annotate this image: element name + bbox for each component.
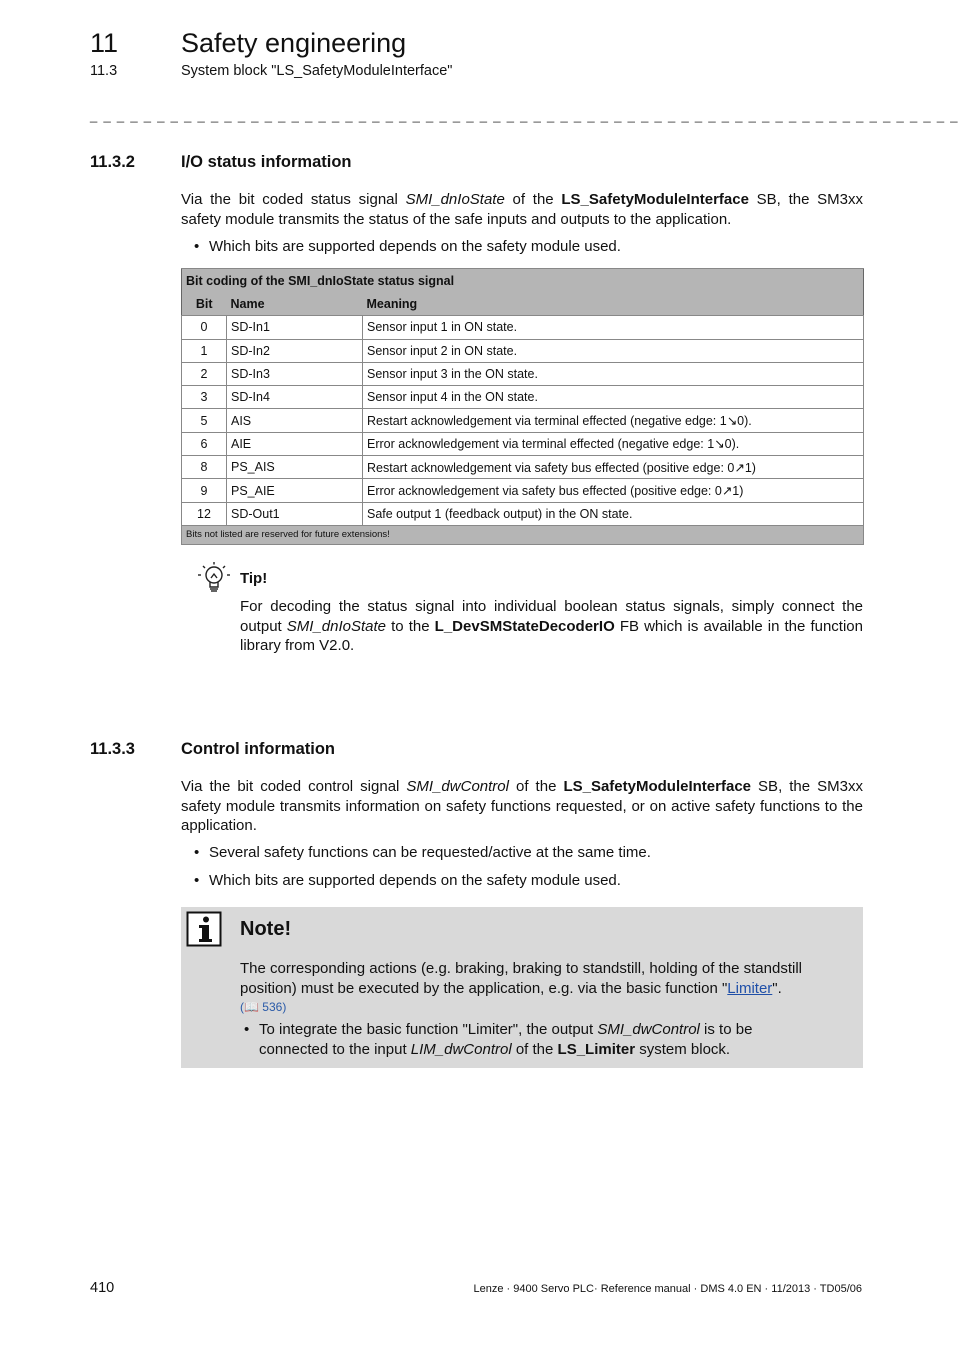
cell-meaning: Sensor input 3 in the ON state.	[363, 362, 864, 385]
cell-name: PS_AIS	[227, 456, 363, 479]
cell-name: AIE	[227, 432, 363, 455]
bullet-dot: •	[194, 844, 200, 861]
subsection-number: 11.3.2	[90, 153, 135, 171]
column-header-name: Name	[227, 293, 363, 316]
table-row	[182, 502, 864, 525]
bullet-dot: •	[244, 1021, 250, 1038]
subsection-number: 11.3.3	[90, 740, 135, 758]
table-row	[182, 456, 864, 479]
table-title: Bit coding of the SMI_dnIoState status signal	[182, 269, 864, 294]
column-header-meaning: Meaning	[363, 293, 864, 316]
page-number: 410	[90, 1280, 115, 1296]
subsection-title: Control information	[181, 740, 335, 758]
cell-meaning: Restart acknowledgement via safety bus effected (positive edge: 0↗1)	[363, 456, 864, 479]
cell-name: SD-Out1	[227, 502, 363, 525]
table-row	[182, 362, 864, 385]
cell-bit: 3	[182, 386, 227, 409]
cell-meaning: Error acknowledgement via terminal effected (negative edge: 1↘0).	[363, 432, 864, 455]
cell-bit: 6	[182, 432, 227, 455]
cell-name: SD-In2	[227, 339, 363, 362]
cell-bit: 5	[182, 409, 227, 432]
cell-name: SD-In4	[227, 386, 363, 409]
note-text: The corresponding actions (e.g. braking, braking to standstill, holding of the standstill position) must be executed by the application, e.g. via the basic function "Limiter".	[240, 960, 802, 997]
cell-name: SD-In1	[227, 316, 363, 339]
tip-text: For decoding the status signal into individual boolean status signals, simply connect the output SMI_dnIoState to the L_DevSMStateDecoderIO FB which is available in the function library from V2.0.	[240, 598, 863, 654]
bit-coding-table	[181, 268, 864, 545]
section-title: System block "LS_SafetyModuleInterface"	[181, 63, 453, 79]
table-row	[182, 409, 864, 432]
note-label: Note!	[240, 918, 292, 940]
cell-meaning: Error acknowledgement via safety bus effected (positive edge: 0↗1)	[363, 479, 864, 502]
cell-meaning: Sensor input 2 in ON state.	[363, 339, 864, 362]
cell-bit: 8	[182, 456, 227, 479]
section-number: 11.3	[90, 63, 118, 79]
table-row	[182, 432, 864, 455]
lightbulb-icon	[196, 560, 232, 596]
control-intro-paragraph: Via the bit coded control signal SMI_dwControl of the LS_SafetyModuleInterface SB, the SM3xx safety module transmits information on safety functions requested, or on active safety functions to the application.	[181, 778, 863, 834]
info-icon	[186, 911, 222, 947]
table-row	[182, 386, 864, 409]
book-icon: 📖	[244, 1000, 259, 1014]
footer-text: Lenze · 9400 Servo PLC· Reference manual · DMS 4.0 EN · 11/2013 · TD05/06	[473, 1283, 862, 1295]
cell-bit: 9	[182, 479, 227, 502]
cell-meaning: Sensor input 1 in ON state.	[363, 316, 864, 339]
column-header-bit: Bit	[182, 293, 227, 316]
cell-bit: 12	[182, 502, 227, 525]
cell-bit: 0	[182, 316, 227, 339]
status-intro-paragraph: Via the bit coded status signal SMI_dnIoState of the LS_SafetyModuleInterface SB, the SM3xx safety module transmits the status of the safe inputs and outputs to the application.	[181, 191, 863, 228]
subsection-title: I/O status information	[181, 153, 352, 171]
chapter-number: 11	[90, 28, 119, 58]
cell-name: AIS	[227, 409, 363, 432]
chapter-title: Safety engineering	[181, 28, 407, 58]
cell-bit: 1	[182, 339, 227, 362]
bullet-dot: •	[194, 238, 200, 255]
table-row	[182, 316, 864, 339]
page-reference[interactable]: (📖 536)	[240, 1000, 287, 1014]
tip-label: Tip!	[240, 570, 268, 587]
header-separator: _ _ _ _ _ _ _ _ _ _ _ _ _ _ _ _ _ _ _ _ _ _ _ _ _ _ _ _ _ _ _ _ _ _ _ _ _ _ _ _ _ _ _ _ _ _ _ _ _ _ _ _ _ _ _ _ _ _ _ _ _ _ _ _ _	[90, 108, 959, 123]
limiter-link[interactable]: Limiter	[727, 980, 773, 997]
cell-meaning: Restart acknowledgement via terminal effected (negative edge: 1↘0).	[363, 409, 864, 432]
cell-name: PS_AIE	[227, 479, 363, 502]
cell-name: SD-In3	[227, 362, 363, 385]
table-footnote: Bits not listed are reserved for future extensions!	[182, 525, 864, 544]
cell-meaning: Safe output 1 (feedback output) in the ON state.	[363, 502, 864, 525]
bullet-dot: •	[194, 872, 200, 889]
table-row	[182, 339, 864, 362]
cell-meaning: Sensor input 4 in the ON state.	[363, 386, 864, 409]
table-row	[182, 479, 864, 502]
cell-bit: 2	[182, 362, 227, 385]
